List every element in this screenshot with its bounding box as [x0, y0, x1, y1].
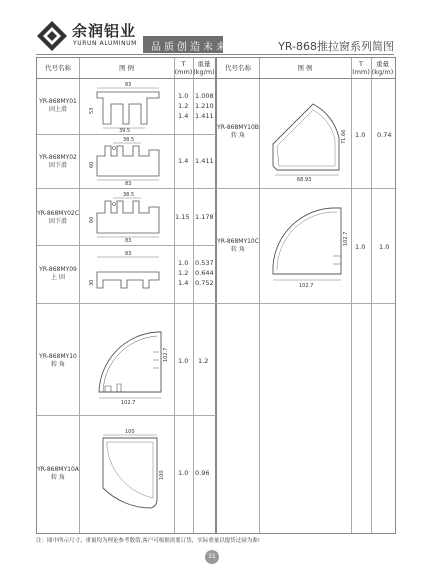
weight-values: 0.96 [195, 469, 210, 477]
t-values: 1.15 [175, 213, 190, 221]
logo-diamond-icon [36, 20, 68, 52]
col-divider [351, 58, 352, 533]
svg-text:83: 83 [125, 251, 132, 257]
weight-values: 1.178 [195, 213, 214, 221]
code-name: YR-868MY02C 固下滑 [37, 210, 79, 225]
t-values: 1.0 [355, 243, 366, 251]
slogan-banner [143, 36, 229, 53]
profile-drawing-my02 [87, 136, 171, 186]
profile-drawing-my09 [87, 250, 171, 300]
col-divider [371, 58, 372, 533]
svg-text:30: 30 [89, 279, 95, 286]
slogan-text: 品质创造未来 [151, 42, 229, 53]
weight-values: 1.2 [198, 357, 209, 365]
t-values: 1.0 1.2 1.4 [178, 259, 189, 287]
header-weight: 重量 (kg/m) [193, 60, 215, 76]
svg-text:100: 100 [159, 470, 165, 480]
svg-text:102.7: 102.7 [299, 283, 314, 289]
row-divider [37, 303, 216, 304]
svg-text:83: 83 [125, 238, 132, 244]
header-drawing: 图 例 [118, 64, 135, 72]
svg-text:60: 60 [89, 216, 95, 223]
weight-values: 1.0 [379, 243, 390, 251]
svg-text:102.7: 102.7 [163, 347, 169, 362]
row-divider [37, 134, 216, 135]
svg-text:38.5: 38.5 [123, 192, 135, 198]
brand-name-en: YURUN ALUMINUM [73, 40, 137, 47]
profile-drawing-my10 [87, 320, 171, 410]
page-title: YR-868推拉窗系列简图 [278, 40, 394, 53]
header-t: T (mm) [174, 60, 193, 76]
code-name: YR-868MY10C 转 角 [217, 238, 259, 253]
profile-drawing-my10b [267, 80, 351, 186]
code-name: YR-868MY02 固下滑 [39, 154, 77, 169]
brand-name: 余润铝业 [72, 22, 137, 40]
row-divider [216, 188, 395, 189]
t-values: 1.4 [178, 157, 189, 165]
t-values: 1.0 1.2 1.4 [178, 92, 189, 120]
svg-text:53: 53 [89, 107, 95, 114]
code-name: YR-868MY01 固上滑 [39, 98, 77, 113]
svg-text:102.7: 102.7 [343, 231, 349, 246]
col-divider [174, 58, 175, 533]
t-values: 1.0 [355, 131, 366, 139]
t-values: 1.0 [178, 469, 189, 477]
profile-drawing-my10a [87, 428, 171, 526]
weight-values: 1.008 1.210 1.411 [195, 92, 214, 120]
t-values: 1.0 [178, 357, 189, 365]
svg-text:100: 100 [125, 429, 135, 435]
col-divider [79, 58, 80, 533]
code-name: YR-868MY10A 转 角 [37, 466, 79, 481]
svg-text:38.5: 38.5 [123, 137, 135, 143]
svg-text:60: 60 [89, 161, 95, 168]
profile-drawing-my10c [267, 194, 351, 298]
header-code: 代号名称 [225, 64, 251, 72]
weight-values: 0.537 0.644 0.752 [195, 259, 214, 287]
weight-values: 0.74 [377, 131, 392, 139]
header-t: T (mm) [352, 60, 370, 76]
footer-note: 注：图中所示尺寸、重量均为理论参考数值,客户可根据需要订货，实际重量以提货过磅为准! [36, 538, 260, 544]
row-divider [216, 303, 395, 304]
svg-text:71.66: 71.66 [341, 129, 347, 144]
weight-values: 1.411 [195, 157, 214, 165]
header-drawing: 图 例 [297, 64, 313, 72]
svg-text:83: 83 [125, 181, 132, 187]
svg-text:102.7: 102.7 [121, 400, 136, 406]
row-divider [37, 415, 216, 416]
brand-logo [36, 18, 146, 52]
profile-drawing-my02c [87, 191, 171, 243]
profile-table [36, 57, 396, 534]
code-name: YR-868MY09 上 固 [39, 266, 77, 281]
svg-text:39.5: 39.5 [119, 128, 131, 134]
code-name: YR-868MY10 转 角 [39, 353, 77, 368]
code-name: YR-868MY10B 转 角 [217, 124, 259, 139]
col-divider [193, 58, 194, 533]
svg-text:83: 83 [125, 82, 132, 88]
header-weight: 重量 (kg/m) [371, 60, 394, 76]
profile-drawing-my01 [87, 82, 171, 132]
header-divider [37, 78, 395, 79]
header-divider [36, 54, 394, 55]
page-number: 31 [205, 550, 219, 564]
row-divider [37, 188, 216, 189]
row-divider [37, 245, 216, 246]
header-code: 代号名称 [45, 64, 71, 72]
svg-text:68.93: 68.93 [297, 177, 312, 183]
